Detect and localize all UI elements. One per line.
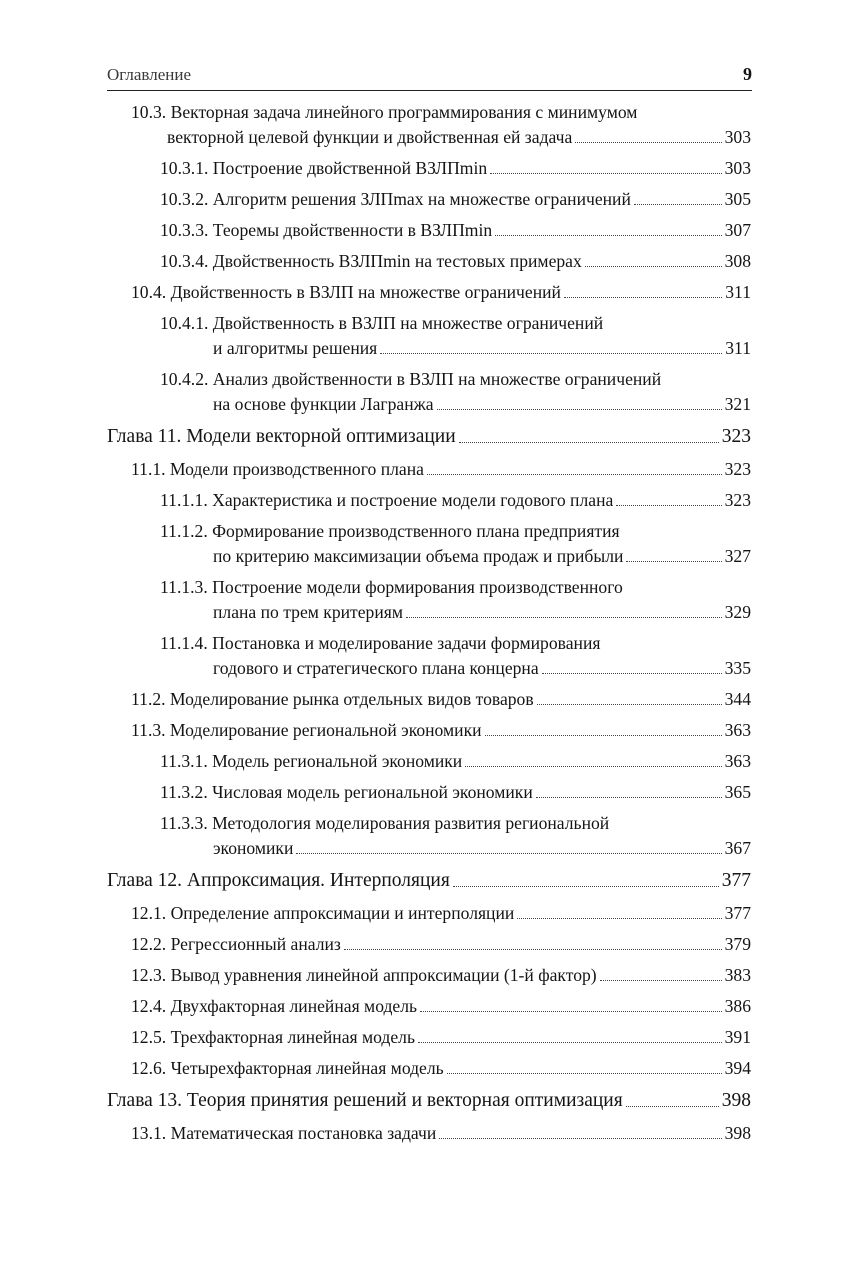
toc-entry-title: 10.4. Двойственность в ВЗЛП на множестве ограничений [131, 282, 561, 302]
toc-entry-title: 12.1. Определение аппроксимации и интерполяции [131, 903, 515, 923]
toc-entry-title: на основе функции Лагранжа [213, 394, 434, 414]
header-page-number: 9 [743, 64, 752, 84]
toc-entry-title: 12.6. Четырехфакторная линейная модель [131, 1058, 444, 1078]
toc-chapter [107, 1087, 751, 1115]
toc-entry-title: 10.3.2. Алгоритм решения ЗЛПmax на множестве ограничений [160, 189, 631, 209]
toc-entry [107, 280, 751, 305]
dot-leader [616, 505, 721, 506]
toc-page-number: 367 [724, 838, 751, 858]
toc-entry [107, 457, 751, 482]
dot-leader [517, 918, 721, 919]
toc-entry-title: 11.1.1. Характеристика и построение модели годового плана [160, 490, 614, 510]
toc-page-number: 379 [724, 934, 751, 954]
toc-page-number: 391 [724, 1027, 751, 1047]
dot-leader [490, 173, 721, 174]
toc-entry-title: 11.1.4. Постановка и моделирование задачи формирования [160, 633, 601, 653]
toc-entry-title: 11.3.1. Модель региональной экономики [160, 751, 463, 771]
dot-leader [542, 673, 722, 674]
dot-leader [296, 853, 721, 854]
toc-entry [107, 100, 751, 150]
dot-leader [420, 1011, 722, 1012]
toc-entry-title: и алгоритмы решения [213, 338, 378, 358]
dot-leader [406, 617, 722, 618]
toc-entry [107, 780, 751, 805]
toc-entry-title: 11.1.2. Формирование производственного плана предприятия [160, 521, 620, 541]
header-section-title: Оглавление [107, 65, 191, 84]
toc-page-number: 311 [725, 282, 751, 302]
toc-entry [107, 488, 751, 513]
toc-entry [107, 631, 751, 681]
toc-page-number: 305 [724, 189, 751, 209]
toc-page-number: 323 [721, 426, 751, 447]
toc-entry-title: 11.2. Моделирование рынка отдельных видов товаров [131, 689, 534, 709]
toc-entry [107, 994, 751, 1019]
toc-page-number: 323 [724, 459, 751, 479]
toc-page-number: 303 [724, 127, 751, 147]
toc-chapter [107, 867, 751, 895]
toc-entry-title: Глава 12. Аппроксимация. Интерполяция [107, 870, 450, 891]
toc-entry-title: 12.5. Трехфакторная линейная модель [131, 1027, 415, 1047]
toc-entry [107, 811, 751, 861]
dot-leader [536, 797, 722, 798]
toc-entry [107, 901, 751, 926]
toc-entry [107, 1025, 751, 1050]
toc-page-number: 344 [724, 689, 751, 709]
toc-page-number: 377 [721, 870, 751, 891]
dot-leader [459, 442, 719, 443]
dot-leader [465, 766, 721, 767]
toc-entry [107, 249, 751, 274]
dot-leader [485, 735, 722, 736]
toc-entry [107, 687, 751, 712]
toc-entry-title: 10.4.2. Анализ двойственности в ВЗЛП на множестве ограничений [160, 369, 662, 389]
toc-entry-title: 11.3.3. Методология моделирования развития региональной [160, 813, 610, 833]
toc-page-number: 323 [724, 490, 751, 510]
toc-page-number: 398 [721, 1090, 751, 1111]
toc-entry [107, 367, 751, 417]
toc-entry-title: 11.3.2. Числовая модель региональной экономики [160, 782, 533, 802]
dot-leader [418, 1042, 722, 1043]
toc-entry [107, 156, 751, 181]
toc-entry-title: 12.3. Вывод уравнения линейной аппроксимации (1-й фактор) [131, 965, 597, 985]
toc-page-number: 308 [724, 251, 751, 271]
dot-leader [626, 561, 721, 562]
toc-entry-title: 13.1. Математическая постановка задачи [131, 1123, 437, 1143]
toc-page-number: 363 [724, 751, 751, 771]
toc-page-number: 307 [724, 220, 751, 240]
dot-leader [537, 704, 722, 705]
toc-entry-title: 10.3.4. Двойственность ВЗЛПmin на тестовых примерах [160, 251, 582, 271]
toc-page-number: 321 [724, 394, 751, 414]
toc-entry [107, 575, 751, 625]
running-header [107, 64, 752, 91]
toc-page-number: 377 [724, 903, 751, 923]
toc-page-number: 365 [724, 782, 751, 802]
toc-entry [107, 519, 751, 569]
dot-leader [634, 204, 722, 205]
dot-leader [626, 1106, 719, 1107]
toc-page-number: 327 [724, 546, 751, 566]
toc-entry-title: 12.2. Регрессионный анализ [131, 934, 341, 954]
toc-entry-title: 10.3. Векторная задача линейного программирования с минимумом [131, 102, 638, 122]
dot-leader [453, 886, 719, 887]
toc-entry [107, 187, 751, 212]
toc-entry-title: плана по трем критериям [213, 602, 403, 622]
toc-entry-title: Глава 11. Модели векторной оптимизации [107, 426, 456, 447]
toc-entry [107, 1121, 751, 1146]
toc-page-number: 363 [724, 720, 751, 740]
toc-entry [107, 932, 751, 957]
toc-entry-title: 10.4.1. Двойственность в ВЗЛП на множестве ограничений [160, 313, 604, 333]
table-of-contents [107, 100, 751, 1152]
toc-page-number: 311 [725, 338, 751, 358]
dot-leader [447, 1073, 722, 1074]
toc-entry-title: векторной целевой функции и двойственная ей задача [167, 127, 573, 147]
toc-entry [107, 218, 751, 243]
toc-entry-title: годового и стратегического плана концерна [213, 658, 539, 678]
dot-leader [380, 353, 722, 354]
toc-entry-title: 11.1.3. Построение модели формирования производственного [160, 577, 623, 597]
toc-entry [107, 963, 751, 988]
toc-entry-title: 10.3.1. Построение двойственной ВЗЛПmin [160, 158, 488, 178]
toc-entry-title: 10.3.3. Теоремы двойственности в ВЗЛПmin [160, 220, 493, 240]
toc-entry-title: 11.3. Моделирование региональной экономики [131, 720, 482, 740]
dot-leader [495, 235, 721, 236]
dot-leader [564, 297, 722, 298]
toc-page-number: 394 [724, 1058, 751, 1078]
dot-leader [439, 1138, 721, 1139]
dot-leader [600, 980, 722, 981]
toc-page-number: 329 [724, 602, 751, 622]
toc-entry [107, 749, 751, 774]
dot-leader [585, 266, 722, 267]
toc-entry-title: Глава 13. Теория принятия решений и векторная оптимизация [107, 1090, 623, 1111]
toc-entry-title: 12.4. Двухфакторная линейная модель [131, 996, 418, 1016]
toc-page-number: 303 [724, 158, 751, 178]
dot-leader [427, 474, 722, 475]
toc-entry [107, 718, 751, 743]
toc-page-number: 383 [724, 965, 751, 985]
toc-page-number: 335 [724, 658, 751, 678]
dot-leader [437, 409, 722, 410]
toc-entry [107, 311, 751, 361]
toc-entry-title: экономики [213, 838, 294, 858]
toc-entry-title: 11.1. Модели производственного плана [131, 459, 424, 479]
toc-entry [107, 1056, 751, 1081]
toc-chapter [107, 423, 751, 451]
dot-leader [344, 949, 722, 950]
toc-page-number: 398 [724, 1123, 751, 1143]
toc-entry-title: по критерию максимизации объема продаж и прибыли [213, 546, 624, 566]
toc-page-number: 386 [724, 996, 751, 1016]
dot-leader [575, 142, 721, 143]
